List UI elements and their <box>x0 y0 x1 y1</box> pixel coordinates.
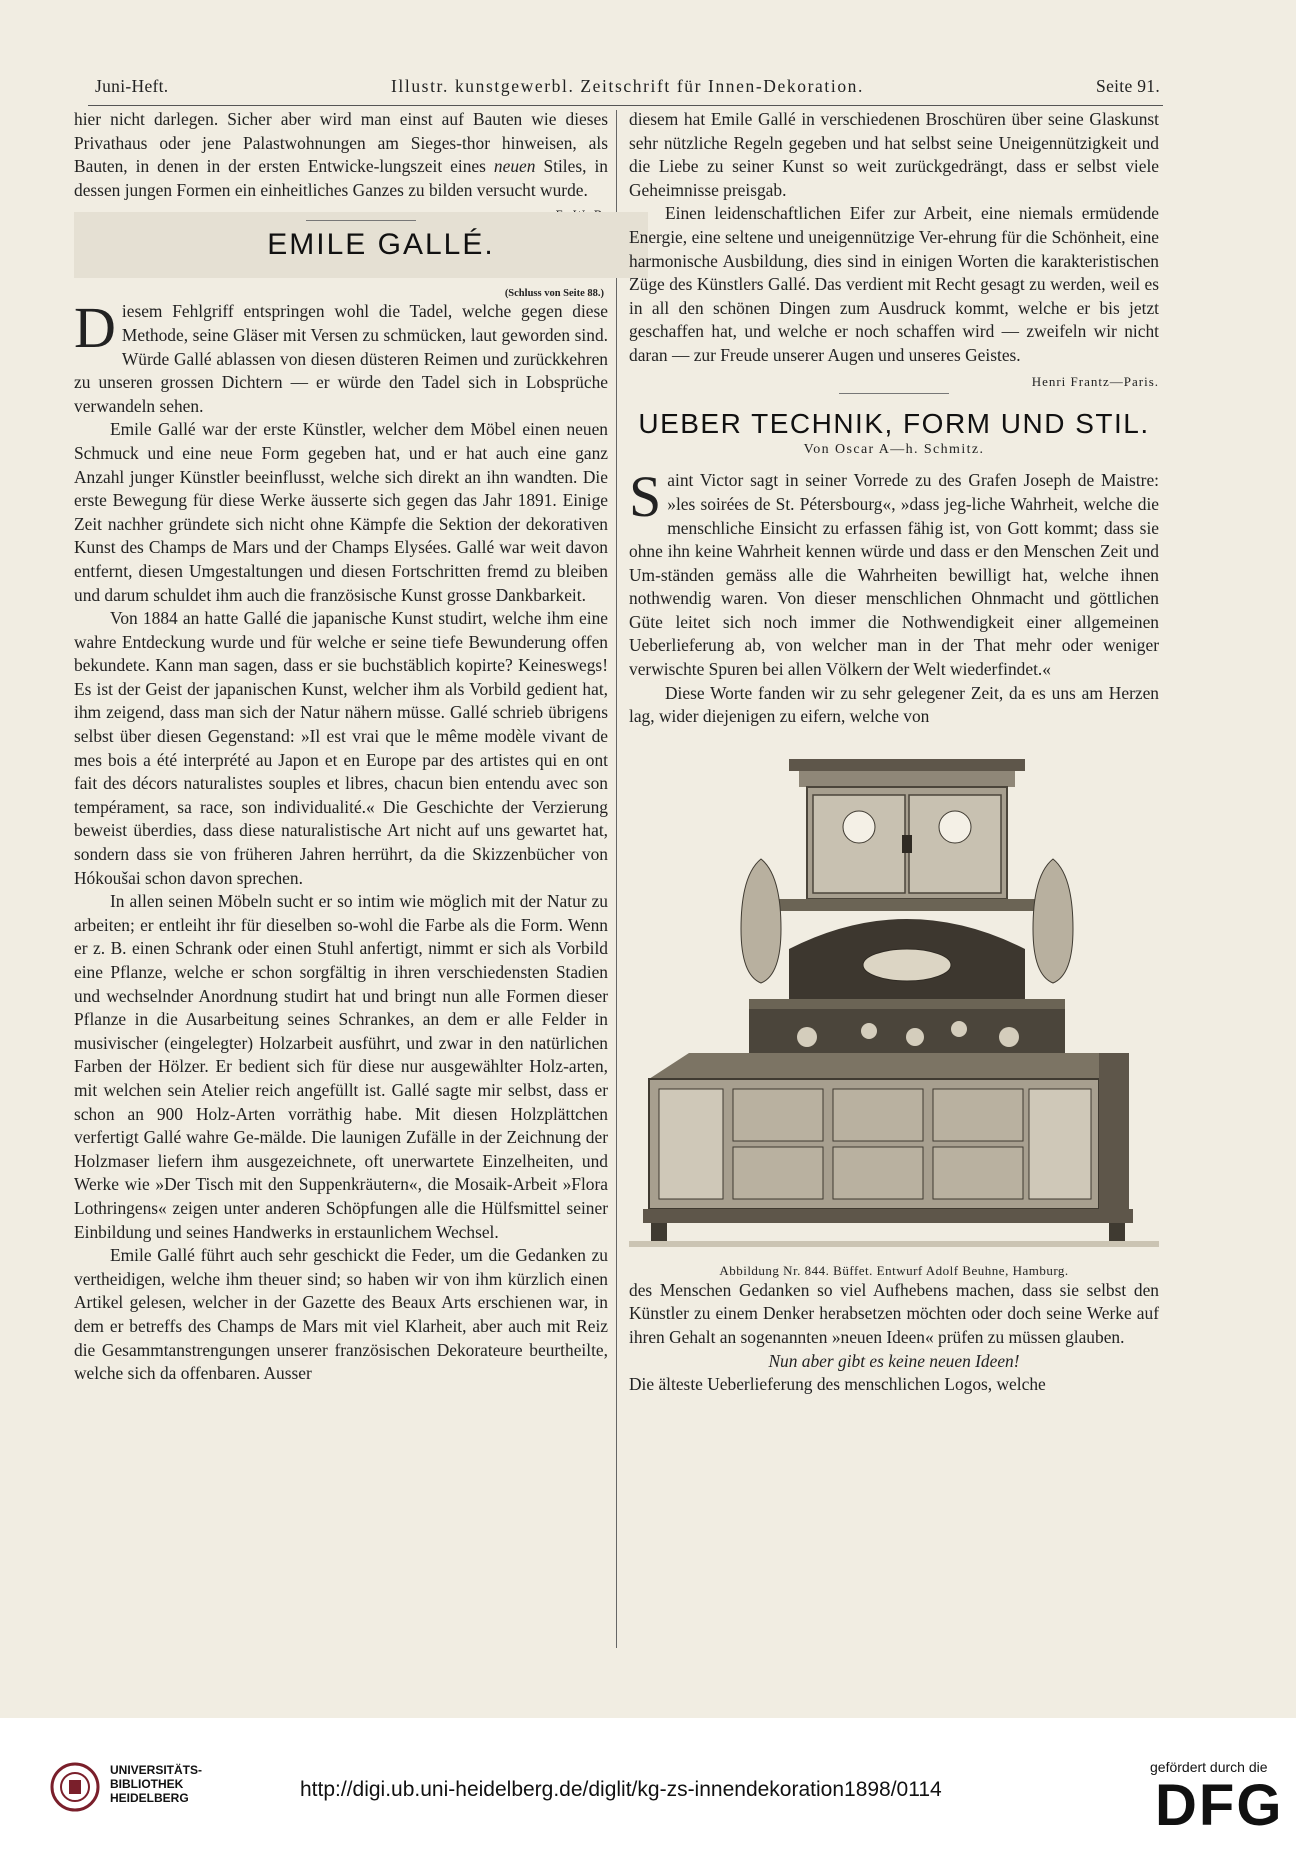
journal-title: Illustr. kunstgewerbl. Zeitschrift für Innen-Dekoration. <box>390 76 865 96</box>
permalink-url[interactable]: http://digi.ub.uni-heidelberg.de/diglit/kg-zs-innendekoration1898/0114 <box>300 1778 942 1801</box>
article-byline: Von Oscar A—h. Schmitz. <box>803 441 985 457</box>
galle-paragraph-5: Emile Gallé führt auch sehr geschickt die Feder, um die Gedanken zu vertheidigen, welche ihm theuer sind; so haben wir von ihm kürzlich einen Artikel gelesen, welcher in der Gazette des Beaux Arts erschienen war, in dem er betreffs des Champs de Mars mit viel Klarheit, aber auch mit Reiz die Gesammtanstrengungen unserer französischen Dekorateure beurtheilte, welche sich da offenbaren. Ausser <box>74 1245 608 1384</box>
funding-note: gefördert durch die <box>1150 1759 1268 1775</box>
author-signature: Henri Frantz—Paris. <box>1031 373 1159 389</box>
figure-caption: Abbildung Nr. 844. Büffet. Entwurf Adolf Beuhne, Hamburg. <box>719 1262 1069 1278</box>
page-number: Seite 91. <box>1096 76 1160 96</box>
title-rule <box>306 220 416 221</box>
galle-paragraph-3: Von 1884 an hatte Gallé die japanische Kunst studirt, welche ihm eine wahre Entdeckung wurde und für welche er seine tiefe Bewunderung offen bekundete. Kann man sagen, dass er sie buchstäblich kopirte? Keineswegs! Es ist der Geist der japanischen Kunst, welcher ihm als Vorbild gedient hat, ihm zeigend, dass man sich der Natur nähern müsse. Gallé schrieb übrigens selbst über diesen Gegenstand: »Il est vrai que le même modèle vivant de mes bois a été interprété au Japon et en Europe par des artistes qui en ont fait des décors naturalistes souples et libres, chacun bien entendu avec son tempérament, sa race, son individualité.« Die Geschichte der Verzierung beweist überdies, dass diese naturalistische Art nicht auf uns gewartet hat, sondern dass sie von früheren Jahren herrührt, da die Skizzenbücher von Hókoušai schon davon sprechen. <box>74 608 608 888</box>
header-rule <box>88 105 1163 106</box>
drop-cap-d: D <box>74 295 116 361</box>
intro-paragraph: hier nicht darlegen. Sicher aber wird man einst auf Bauten wie dieses Privathaus oder jene Palastwohnungen am Sieges-thor hinweisen, als Bauten, in denen in der ersten Entwicke-lungszeit eines neuen Stiles, in dessen jungen Formen ein einheitliches Ganzes zu bilden versucht wurde. <box>74 108 608 202</box>
continuation-note: (Schluss von Seite 88.) <box>504 288 604 300</box>
galle-paragraph-4: In allen seinen Möbeln sucht er so intim wie möglich mit der Natur zu arbeiten; er entleiht ihr für dieselben so-wohl die Farbe als die Form. Wenn er z. B. einen Schrank oder einen Stuhl anfertigt, nimmt er sich als Vorbild eine Pflanze, welche er schon sorgfältig in ihren verschiedensten Stadien und wechselnder Anordnung studirt hat und bringt nun alle Formen dieser Pflanze in die Ausarbeitung seines Schrankes, an dem er alle Felder in musivischer (eingelegter) Holzarbeit ausführt, und zwar in den natürlichen Farben der Hölzer. Er bedient sich für diese nur ausgewählter Holz-arten, mit welchen sein Atelier reich angefüllt ist. Gallé sagte mir selbst, dass er schon an 900 Holz-Arten vorräthig habe. Mit diesen Holzplättchen verfertigt Gallé wahre Ge-mälde. Die launigen Zufälle in der Zeichnung der Holzmaser liefern ihm ausgezeichnete, oft unerwartete Einzelheiten, und Werke wie »Der Tisch mit den Suppenkräutern«, die Mosaik-Arbeit »Flora Lothringens« zeigen unter anderen Schöpfungen alle die Hülfsmittel seiner Einbildung und seines Handwerks in erstaunlichem Wechsel. <box>74 891 608 1242</box>
stil-paragraph-4: Die älteste Ueberlieferung des menschlichen Logos, welche <box>629 1374 1046 1395</box>
issue-label: Juni-Heft. <box>95 76 169 96</box>
galle-title-band <box>74 212 648 300</box>
stil-article-title: UEBER TECHNIK, FORM UND STIL. <box>638 408 1150 440</box>
galle-paragraph-1: Diesem Fehlgriff entspringen wohl die Tadel, welche gegen diese Methode, seine Gläser mit Versen zu schmücken, laut geworden sind. Würde Gallé ablassen von diesen düsteren Reimen und zurückkehren zu unseren grossen Dichtern — er würde den Tadel sich in Lobsprüche verwandeln sehen. <box>74 295 608 416</box>
column-divider <box>616 110 617 1648</box>
right-column <box>629 108 1159 1397</box>
section-rule <box>839 393 949 394</box>
university-library-seal-icon <box>50 1762 100 1812</box>
running-header <box>95 76 1160 104</box>
galle-paragraph-7: Einen leidenschaftlichen Eifer zur Arbeit, eine niemals ermüdende Energie, eine seltene und uneigennützige Ver-ehrung für die Schönheit, eine harmonische Ausbildung, dies sind in einigen Worten die karakteristischen Züge des Künstlers Gallé. Das verdient mit Recht gesagt zu werden, weil es in all den schönen Dingen zum Ausdruck kommt, welche er bis jetzt geschaffen hat, und welche er noch schaffen wird — zweifeln wir nicht daran — zur Freude unserer Augen und unseres Geistes. Henri Frantz—Paris. <box>629 202 1159 367</box>
stil-italic-line: Nun aber gibt es keine neuen Ideen! <box>768 1350 1020 1371</box>
stil-paragraph-3: des Menschen Gedanken so viel Aufhebens machen, dass sie selbst den Künstler zu einem Denker herabsetzen möchten oder doch seine Werke auf ihren Gehalt an sogenannten »neuen Ideen« prüfen zu müssen glauben. <box>629 1279 1159 1348</box>
dfg-logo: DFG <box>1155 1773 1284 1838</box>
emphasis-word: neuen <box>493 156 536 177</box>
galle-paragraph-2: Emile Gallé war der erste Künstler, welcher dem Möbel einen neuen Schmuck und eine neue Form gegeben hat, und er hat auch eine ganz Anzahl junger Künstler beeinflusst, welche sich direkt an ihn wandten. Die erste Bewegung für diese Werke äusserte sich gegen das Jahr 1891. Einige Zeit nachher gründete sich nicht ohne Kämpfe die Sektion der dekorativen Kunst des Champs de Mars und der Champs Elysées. Gallé war weit davon entfernt, diesen Umgestaltungen und diesen Fortschritten fremd zu bleiben und darum schuldet ihm auch die französische Kunst grosse Dankbarkeit. <box>74 419 608 605</box>
stil-paragraph-1: Saint Victor sagt in seiner Vorrede zu des Grafen Joseph de Maistre: »les soirées de St. Pétersbourg«, »dass jeg-liche Wahrheit, welche die menschliche Einsicht zu erfassen fähig ist, von Gott kommt; dass sie ohne ihn keine Wahrheit kennen würde und dass er den Menschen Zeit und Um-ständen gemäss alle die Wahrheiten bewilligt hat, welche ihnen nothwendig waren. Von dieser menschlichen Ohnmacht und göttlichen Güte leitet sich noch immer die Nothwendigkeit einer allgemeinen Ueberlieferung ab, von welcher man in der That mehr oder weniger verwischte Spuren bei allen Völkern der Welt wiederfindet.« <box>629 464 1159 680</box>
buffet-figure <box>629 739 1159 1279</box>
drop-cap-s: S <box>629 464 662 530</box>
left-column <box>74 108 608 1386</box>
buffet-illustration <box>629 739 1159 1257</box>
galle-paragraph-6: diesem hat Emile Gallé in verschiedenen Broschüren über seine Glaskunst sehr nützliche Regeln gegeben und hat selbst seine Uneigennützigkeit und die Liebe zu seiner Kunst so weit zurückgedrängt, dass er selbst viele Geheimnisse preisgab. <box>629 109 1159 200</box>
library-name: UNIVERSITÄTS- BIBLIOTHEK HEIDELBERG <box>110 1763 203 1805</box>
galle-article-title: EMILE GALLÉ. <box>267 228 495 262</box>
stil-paragraph-2: Diese Worte fanden wir zu sehr gelegener Zeit, da es uns am Herzen lag, wider diejenigen zu eifern, welche von <box>629 682 1159 727</box>
